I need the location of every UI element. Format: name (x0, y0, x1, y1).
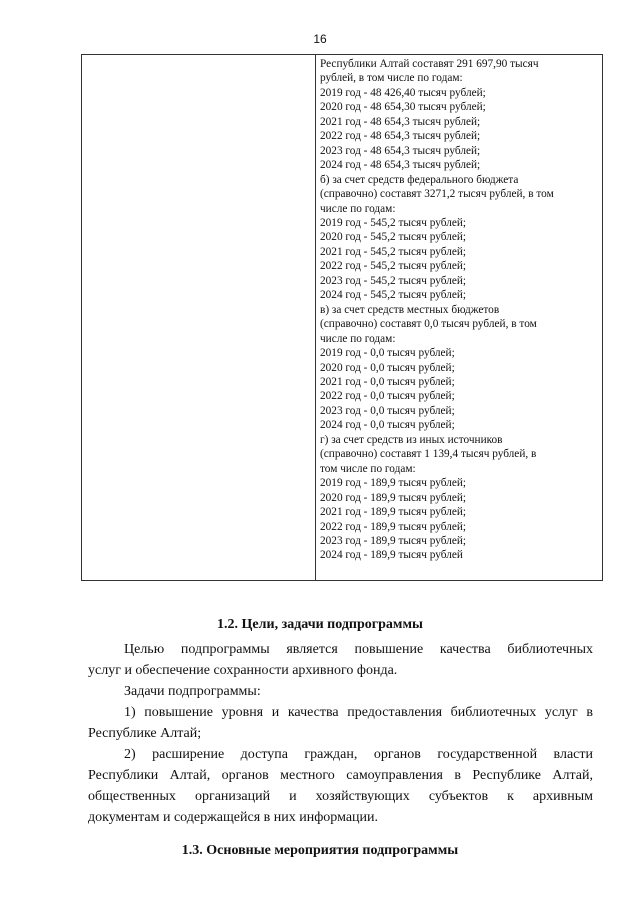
table-line: 2021 год - 0,0 тысяч рублей; (320, 375, 455, 388)
table-left-cell (82, 55, 316, 580)
task-1-line-2: Республике Алтай; (88, 726, 202, 741)
table-line: 2024 год - 189,9 тысяч рублей (320, 549, 463, 562)
table-line: 2022 год - 48 654,3 тысяч рублей; (320, 130, 481, 143)
table-line: 2019 год - 545,2 тысяч рублей; (320, 216, 467, 229)
table-line: 2021 год - 189,9 тысяч рублей; (320, 506, 467, 519)
table-right-cell (316, 55, 602, 580)
table-line: рублей, в том числе по годам: (320, 72, 463, 85)
table-line: 2021 год - 48 654,3 тысяч рублей; (320, 115, 481, 128)
task-2-line-4: документам и содержащейся в них информации. (88, 810, 379, 825)
table-line: 2021 год - 545,2 тысяч рублей; (320, 245, 467, 258)
goal-paragraph-line-1: Целью подпрограммы является повышение качества библиотечных (124, 642, 593, 657)
tasks-label: Задачи подпрограммы: (124, 684, 261, 699)
table-line: 2024 год - 0,0 тысяч рублей; (320, 419, 455, 432)
table-line: 2020 год - 189,9 тысяч рублей; (320, 491, 467, 504)
goal-paragraph-line-2: услуг и обеспечение сохранности архивного фонда. (88, 663, 398, 678)
table-line: 2020 год - 0,0 тысяч рублей; (320, 361, 455, 374)
task-1-line-1: 1) повышение уровня и качества предоставления библиотечных услуг в (124, 705, 593, 720)
table-line: числе по годам: (320, 332, 396, 345)
table-line: 2023 год - 48 654,3 тысяч рублей; (320, 144, 481, 157)
table-line: 2024 год - 545,2 тысяч рублей; (320, 289, 467, 302)
table-line: г) за счет средств из иных источников (320, 433, 503, 446)
table-line: 2023 год - 0,0 тысяч рублей; (320, 404, 455, 417)
table-line: 2023 год - 189,9 тысяч рублей; (320, 534, 467, 547)
table-line: (справочно) составят 1 139,4 тысяч рублей, в (320, 448, 537, 461)
table-line: 2019 год - 48 426,40 тысяч рублей; (320, 86, 486, 99)
table-line: 2020 год - 545,2 тысяч рублей; (320, 231, 467, 244)
table-line: (справочно) составят 0,0 тысяч рублей, в том (320, 318, 537, 331)
page-number: 16 (313, 32, 327, 46)
table-line: 2022 год - 545,2 тысяч рублей; (320, 260, 467, 273)
task-2-line-1: 2) расширение доступа граждан, органов государственной власти (124, 747, 593, 762)
table-line: 2019 год - 0,0 тысяч рублей; (320, 347, 455, 360)
task-2-line-2: Республики Алтай, органов местного самоуправления в Республике Алтай, (88, 768, 593, 783)
table-line: 2024 год - 48 654,3 тысяч рублей; (320, 159, 481, 172)
table-line: 2022 год - 0,0 тысяч рублей; (320, 390, 455, 403)
table-line: 2022 год - 189,9 тысяч рублей; (320, 520, 467, 533)
section-heading-activities: 1.3. Основные мероприятия подпрограммы (181, 843, 459, 858)
table-line: 2020 год - 48 654,30 тысяч рублей; (320, 101, 486, 114)
table-line: том числе по годам: (320, 462, 416, 475)
table-line: числе по годам: (320, 202, 396, 215)
table-line: Республики Алтай составят 291 697,90 тысяч (320, 58, 539, 70)
task-2-line-3: общественных организаций и хозяйствующих субъектов к архивным (88, 789, 593, 804)
section-heading-goals: 1.2. Цели, задачи подпрограммы (217, 617, 423, 632)
table-line: 2019 год - 189,9 тысяч рублей; (320, 477, 467, 490)
table-line: 2023 год - 545,2 тысяч рублей; (320, 274, 467, 287)
table-line: в) за счет средств местных бюджетов (320, 303, 500, 316)
budget-table (81, 54, 603, 581)
table-line: (справочно) составят 3271,2 тысяч рублей, в том (320, 188, 554, 201)
table-line: б) за счет средств федерального бюджета (320, 173, 519, 186)
